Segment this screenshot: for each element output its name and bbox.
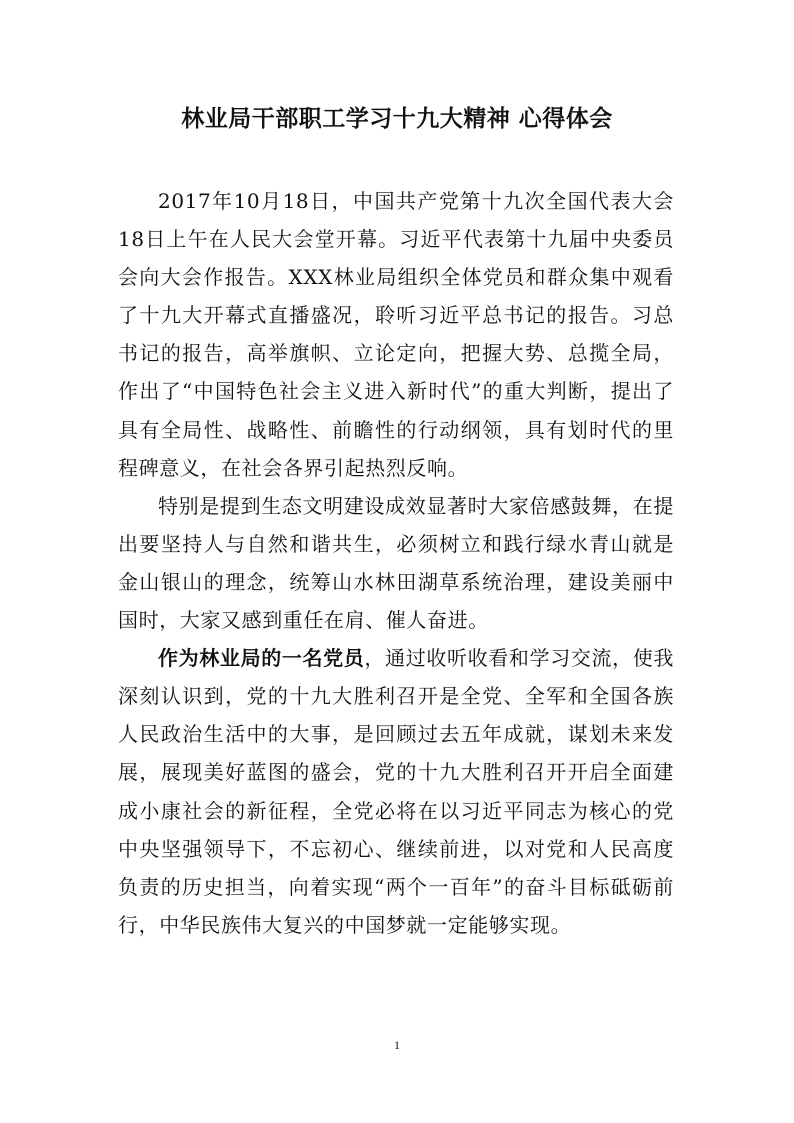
document-title: 林业局干部职工学习十九大精神 心得体会 [181, 106, 613, 132]
paragraph-3 [118, 639, 674, 944]
paragraph-1: 2017年10月18日，中国共产党第十九次全国代表大会18日上午在人民大会堂开幕。习近平代表第十九届中央委员会向大会作报告。XXX林业局组织全体党员和群众集中观看了十九大开幕式直播盛况，聆听习近平总书记的报告。习总书记的报告，高举旗帜、立论定向，把握大势、总揽全局，作出了“中国特色社会主义进入新时代”的重大判断，提出了具有全局性、战略性、前瞻性的行动纲领，具有划时代的里程碑意义，在社会各界引起热烈反响。 [118, 189, 674, 480]
paragraph-3-rest: ，通过收听收看和学习交流，使我深刻认识到，党的十九大胜利召开是全党、全军和全国各族人民政治生活中的大事，是回顾过去五年成就，谋划未来发展，展现美好蓝图的盛会，党的十九大胜利召开开启全面建成小康社会的新征程，全党必将在以习近平同志为核心的党中央坚强领导下，不忘初心、继续前进，以对党和人民高度负责的历史担当，向着实现“两个一百年”的奋斗目标砥砺前行，中华民族伟大复兴的中国梦就一定能够实现。 [118, 646, 675, 937]
paragraph-3-lead: 作为林业局的一名党员 [158, 646, 365, 671]
paragraph-2: 特别是提到生态文明建设成效显著时大家倍感鼓舞，在提出要坚持人与自然和谐共生，必须树立和践行绿水青山就是金山银山的理念，统筹山水林田湖草系统治理，建设美丽中国时，大家又感到重任在肩、催人奋进。 [118, 493, 674, 633]
document-body [118, 182, 674, 944]
page-number: 1 [394, 1038, 400, 1052]
